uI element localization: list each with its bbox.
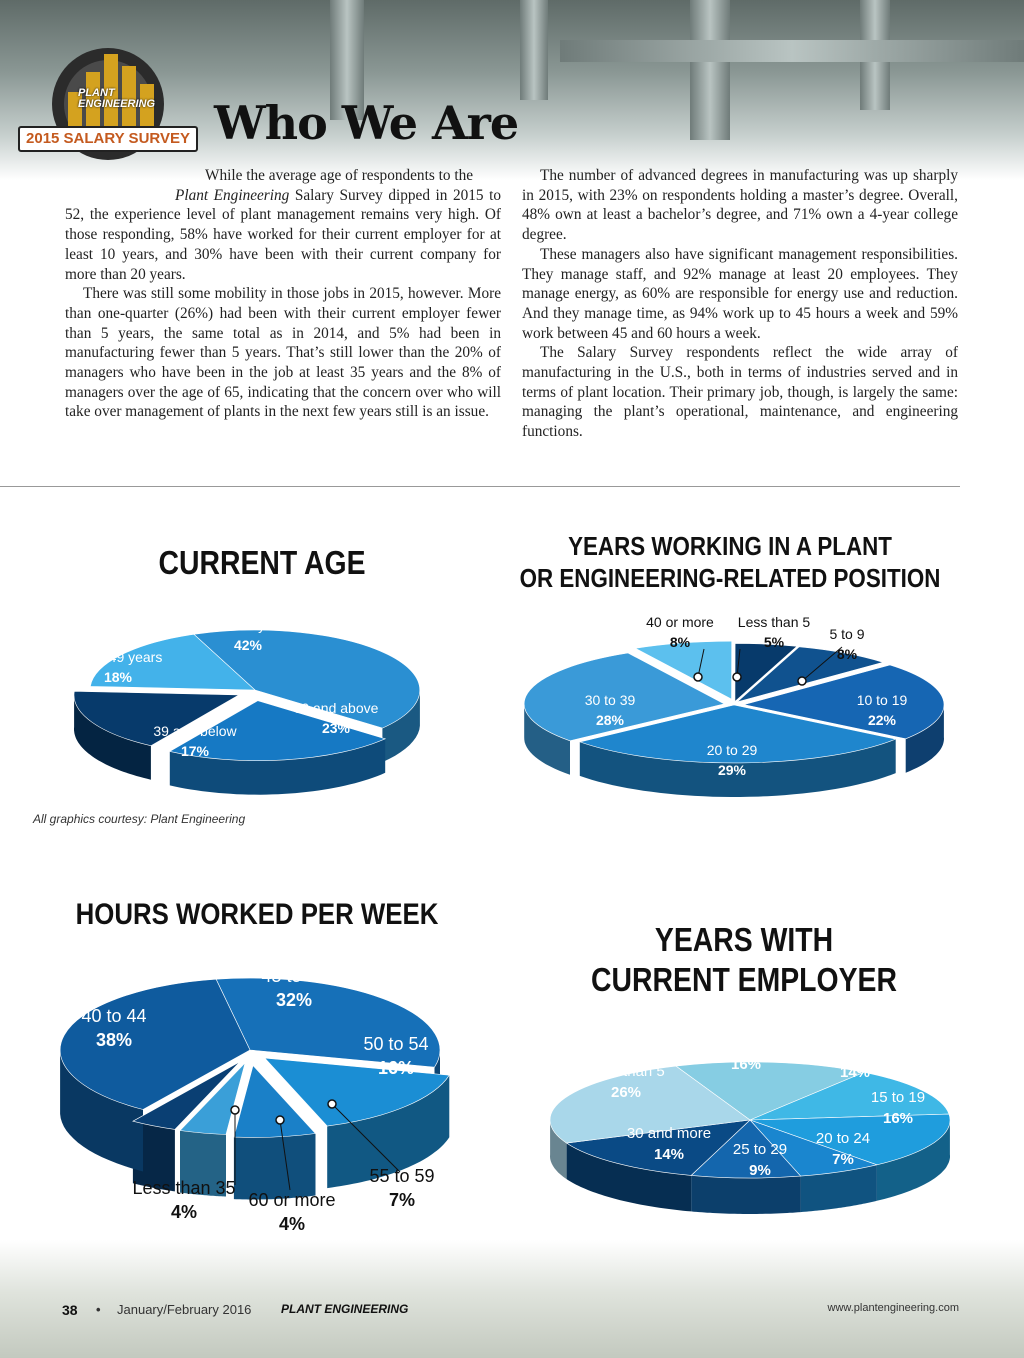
- years-in-plant-pie-chart: [512, 605, 952, 795]
- slice-value-label: 26%: [610, 1084, 642, 1101]
- page-title: Who We Are: [214, 96, 519, 150]
- slice-value-label: 38%: [95, 1030, 133, 1050]
- footer-money-photo: [0, 1240, 1024, 1358]
- slice-value-label: 32%: [275, 990, 313, 1010]
- logo-banner: 2015 SALARY SURVEY: [18, 126, 198, 152]
- slice-label: Less than 5: [587, 1063, 665, 1080]
- chart-title-years-in-plant: [515, 530, 945, 594]
- slice-label: 30 to 39: [584, 692, 636, 708]
- slice-label: 20 to 29: [706, 742, 758, 758]
- slice-value-label: 4%: [170, 1202, 198, 1222]
- years-with-employer-pie-chart: [530, 1030, 970, 1210]
- current-age-pie-chart: [40, 600, 480, 810]
- slice-label: 55 to 59: [369, 1166, 435, 1186]
- slice-value-label: 16%: [730, 1056, 762, 1073]
- slice-value-label: 28%: [595, 712, 625, 728]
- slice-label: 10 to 19: [856, 692, 908, 708]
- slice-value-label: 4%: [278, 1214, 306, 1234]
- slice-label: 40 or more: [646, 614, 714, 630]
- article-paragraph: The number of advanced degrees in manufacturing was up sharply in 2015, with 23% on respondents holding a master’s degree. Overall, 48% own at least a bachelor’s degree, and 71% own a 4-year college degree.: [522, 167, 958, 244]
- slice-label: 5 to 9: [727, 1035, 765, 1052]
- article-paragraph: [65, 186, 501, 285]
- page-number: 38: [62, 1302, 78, 1318]
- slice-label: 10 to 14: [827, 1043, 883, 1060]
- graphics-credit: All graphics courtesy: Plant Engineering: [33, 812, 246, 826]
- chart-title-line: OR ENGINEERING-RELATED POSITION: [519, 563, 941, 593]
- slice-label: 60 and above: [293, 700, 379, 716]
- leader-dot: [798, 677, 806, 685]
- article-paragraph: There was still some mobility in those jobs in 2015, however. More than one-quarter (26%) had been with their current employer fewer than 5 years, the same total as in 2014, and 5% had been in manufacturing fewer than 5 years. That’s still lower than the 20% of managers who have been in the job at least 35 years and the 8% of managers over the age of 65, indicating that the concern over who will take over management of plants in the next few years still is an issue.: [65, 285, 501, 421]
- slice-value-label: 16%: [882, 1110, 914, 1127]
- slice-value-label: 7%: [388, 1190, 416, 1210]
- slice-label: 50 to 54: [363, 1034, 429, 1054]
- leader-dot: [328, 1100, 336, 1108]
- slice-value-label: 8%: [669, 634, 691, 650]
- paragraph-text: Salary Survey dipped in 2015 to 52, the experience level of plant management remains very high. Of those responding, 58% have worked for their current employer for at least 10 years, and 30% have been with their current company for more than 20 years.: [65, 186, 501, 283]
- slice-value-label: 7%: [832, 1151, 854, 1168]
- slice-label: 60 or more: [248, 1190, 336, 1210]
- magazine-name: Plant Engineering: [175, 186, 290, 204]
- leader-dot: [276, 1116, 284, 1124]
- chart-title-years-with-employer: [582, 920, 905, 1000]
- slice-label: 40 to 49 years: [73, 649, 163, 665]
- leader-dot: [694, 673, 702, 681]
- slice-value-label: 42%: [233, 637, 263, 653]
- article-paragraph: [65, 166, 501, 186]
- article-paragraph: The Salary Survey respondents reflect the wide array of manufacturing in the U.S., both in terms of industries served and in terms of plant location. Their primary job, though, is largely the same: managing the plant’s operational, maintenance, and engineering functions.: [522, 344, 958, 441]
- chart-title-current-age: CURRENT AGE: [158, 544, 366, 581]
- section-divider: [0, 486, 960, 487]
- slice-value-label: 17%: [180, 743, 210, 759]
- slice-label: 25 to 29: [732, 1141, 788, 1158]
- slice-value-label: 14%: [653, 1146, 685, 1163]
- chart-title-hours-worked: HOURS WORKED PER WEEK: [75, 898, 439, 931]
- slice-label: 20 to 24: [815, 1130, 871, 1147]
- slice-label: 50 to 59 years: [203, 617, 293, 633]
- slice-label: Less than 35: [132, 1178, 236, 1198]
- magazine-name: PLANT ENGINEERING: [281, 1302, 409, 1316]
- slice-label: 39 and below: [153, 723, 237, 739]
- slice-value-label: 29%: [717, 762, 747, 778]
- slice-label: 5 to 9: [829, 626, 865, 642]
- chart-title-line: YEARS WITH: [654, 921, 834, 958]
- chart-title-line: YEARS WORKING IN A PLANT: [568, 531, 892, 561]
- page-footer: [0, 1302, 1024, 1324]
- hours-worked-pie-chart: [30, 950, 490, 1250]
- footer-separator: •: [96, 1302, 101, 1317]
- paragraph-lead: While the average age of respondents to the: [205, 167, 474, 184]
- pie-slice-side: [691, 1175, 800, 1214]
- article-right-column: [522, 166, 958, 442]
- issue-date: January/February 2016: [117, 1302, 252, 1317]
- slice-value-label: 18%: [103, 669, 133, 685]
- slice-value-label: 9%: [749, 1162, 771, 1179]
- chart-title-line: CURRENT EMPLOYER: [591, 961, 897, 998]
- website-url: www.plantengineering.com: [827, 1302, 959, 1314]
- leader-dot: [231, 1106, 239, 1114]
- slice-value-label: 14%: [839, 1064, 871, 1081]
- slice-value-label: 16%: [377, 1058, 415, 1078]
- slice-label: 15 to 19: [870, 1089, 926, 1106]
- slice-label: 30 and more: [626, 1125, 712, 1142]
- slice-label: 40 to 44: [81, 1006, 147, 1026]
- article-paragraph: These managers also have significant management responsibilities. They manage staff, and 92% manage at least 20 employees. They manage energy, as 60% are responsible for energy use and reduction. And they manage time, as 94% work up to 45 hours a week and 59% work between 45 and 60 hours a week.: [522, 245, 958, 342]
- logo-name: PLANT ENGINEERING: [78, 87, 156, 110]
- slice-value-label: 5%: [763, 634, 785, 650]
- slice-value-label: 23%: [321, 720, 351, 736]
- article-left-column: [65, 166, 501, 422]
- slice-value-label: 8%: [836, 646, 858, 662]
- slice-label: Less than 5: [737, 614, 811, 630]
- leader-dot: [733, 673, 741, 681]
- slice-value-label: 22%: [867, 712, 897, 728]
- slice-label: 45 to 49: [261, 966, 327, 986]
